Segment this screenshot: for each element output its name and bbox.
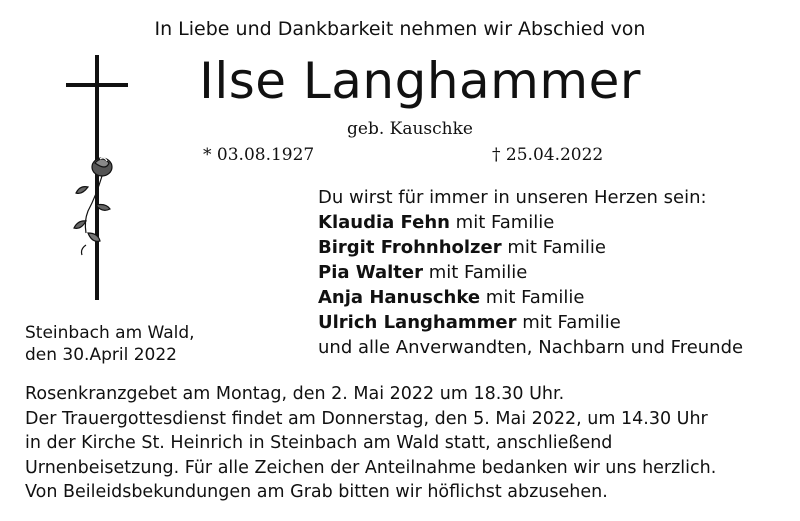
mourner-row — [318, 235, 743, 260]
mourner-suffix: mit Familie — [449, 212, 555, 233]
details-line: Rosenkranzgebet am Montag, den 2. Mai 2022 um 18.30 Uhr. — [25, 384, 565, 404]
mourner-name: Birgit Frohnholzer — [318, 237, 502, 258]
deceased-name: Ilse Langhammer — [199, 52, 641, 110]
death-date: † 25.04.2022 — [492, 145, 604, 165]
details-line: in der Kirche St. Heinrich in Steinbach am Wald statt, anschließend — [25, 433, 613, 453]
birth-name: geb. Kauschke — [347, 119, 473, 139]
date-line: den 30.April 2022 — [25, 345, 177, 365]
mourner-name: Ulrich Langhammer — [318, 312, 517, 333]
place-and-date — [25, 322, 195, 366]
details-line: Von Beileidsbekundungen am Grab bitten wir höflichst abzusehen. — [25, 482, 608, 502]
intro-text: In Liebe und Dankbarkeit nehmen wir Abschied von — [154, 18, 646, 40]
place-line: Steinbach am Wald, — [25, 323, 195, 343]
birth-date: * 03.08.1927 — [203, 145, 315, 165]
cross-with-rose-icon — [62, 55, 132, 305]
mourner-suffix: mit Familie — [423, 262, 528, 283]
mourner-suffix: mit Familie — [501, 237, 607, 258]
mourner-name: Anja Hanuschke — [318, 287, 481, 308]
service-details — [25, 382, 716, 505]
mourner-row — [318, 285, 743, 310]
mourners-block — [318, 185, 743, 360]
mourner-row — [318, 210, 743, 235]
mourner-name: Klaudia Fehn — [318, 212, 450, 233]
mourner-row — [318, 260, 743, 285]
mourner-suffix: mit Familie — [480, 287, 585, 308]
details-line: Der Trauergottesdienst findet am Donnerstag, den 5. Mai 2022, um 14.30 Uhr — [25, 408, 708, 429]
mourners-outro: und alle Anverwandten, Nachbarn und Freunde — [318, 337, 744, 358]
mourner-name: Pia Walter — [318, 262, 423, 283]
rose-icon — [74, 158, 112, 255]
mourners-intro: Du wirst für immer in unseren Herzen sein: — [318, 187, 707, 208]
details-line: Urnenbeisetzung. Für alle Zeichen der Anteilnahme bedanken wir uns herzlich. — [25, 457, 717, 478]
mourner-row — [318, 310, 743, 335]
mourner-suffix: mit Familie — [516, 312, 621, 333]
